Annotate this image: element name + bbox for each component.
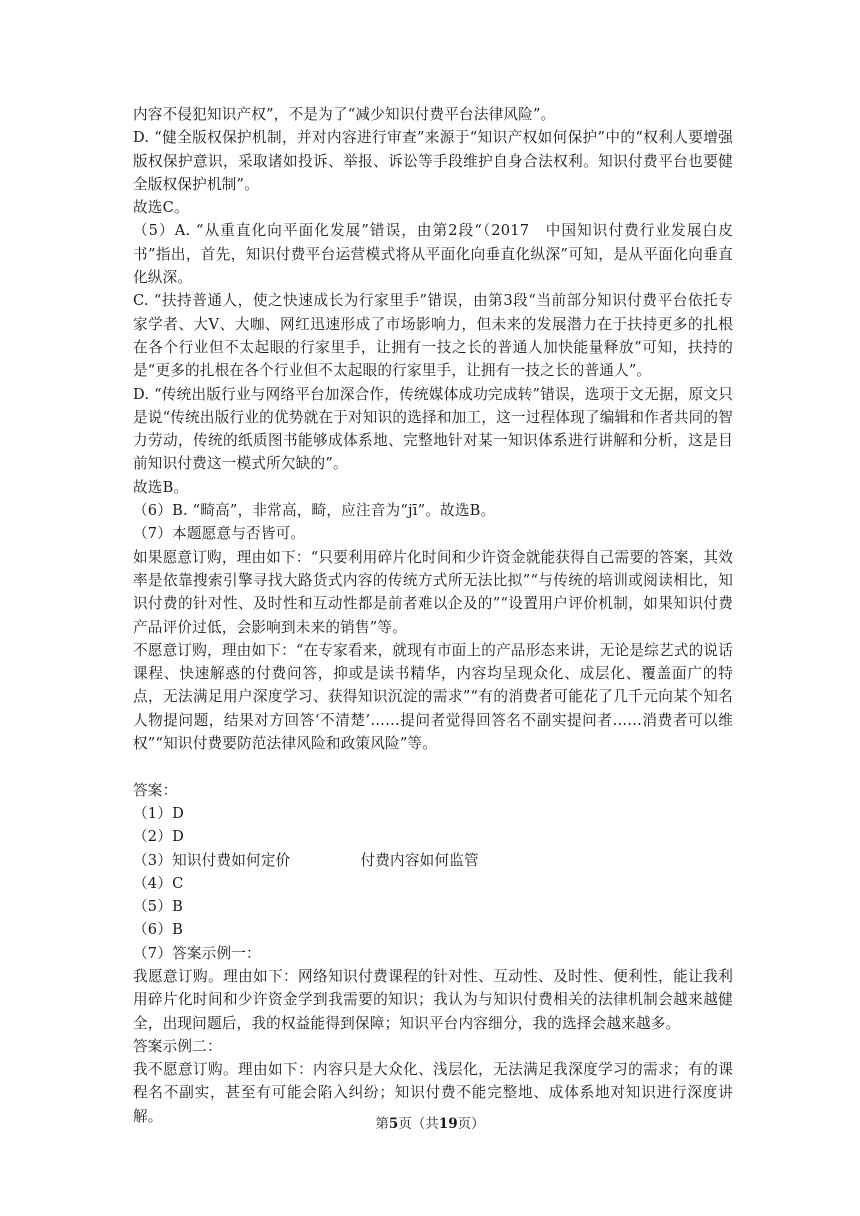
answer-example-2-label: 答案示例二： — [133, 1037, 222, 1055]
answer-6: （6）B — [133, 921, 183, 939]
paragraph: （6）B. “畸高”，非常高，畸，应注音为“jī”。故选B。 — [133, 502, 496, 520]
answer-example-2: 我不愿意订购。理由如下：内容只是大众化、浅层化，无法满足我深度学习的需求；有的课程名不副实，甚至有可能会陷入纠纷；知识付费不能完整地、成体系地对知识进行深度讲解。 — [133, 1061, 733, 1125]
footer-prefix: 第 — [375, 1116, 389, 1132]
paragraph: D. “健全版权保护机制，并对内容进行审查”来源于“知识产权如何保护”中的“权利人要增强版权保护意识，采取诸如投诉、举报、诉讼等手段维护自身合法权利。知识付费平台也要健全版权保护机制”。 — [133, 129, 733, 193]
footer-suffix: 页） — [457, 1116, 485, 1132]
paragraph: D. “传统出版行业与网络平台加深合作，传统媒体成功完成转”错误，选项于文无据，原文只是说“传统出版行业的优势就在于对知识的选择和加工，这一过程体现了编辑和作者共同的智力劳动，传统的纸质图书能够成体系地、完整地针对某一知识体系进行讲解和分析，这是目前知识付费这一模式所欠缺的”。 — [133, 385, 733, 473]
footer-total-pages: 19 — [438, 1116, 458, 1132]
answer-2: （2）D — [133, 828, 184, 846]
paragraph: C. “扶持普通人，使之快速成长为行家里手”错误，由第3段“当前部分知识付费平台依托专家学者、大V、大咖、网红迅速形成了市场影响力，但未来的发展潜力在于扶持更多的扎根在各个行业但不太起眼的行家里手，让拥有一技之长的普通人加快能量释放”可知，扶持的是“更多的扎根在各个行业但不太起眼的行家里手，让拥有一技之长的普通人”。 — [133, 292, 733, 380]
paragraph: 不愿意订购，理由如下：“在专家看来，就现有市面上的产品形态来讲，无论是综艺式的说话课程、快速解惑的付费问答，抑或是读书精华，内容均呈现众化、成层化、覆盖面广的特点，无法满足用户深度学习、获得知识沉淀的需求”“有的消费者可能花了几千元向某个知名人物提问题，结果对方回答‘不清楚’……提问者觉得回答名不副实提问者……消费者可以维权”“知识付费要防范法律风险和政策风险”等。 — [133, 641, 733, 753]
answer-heading: 答案： — [133, 781, 178, 799]
paragraph: （7）本题愿意与否皆可。 — [133, 525, 306, 543]
page-content — [133, 103, 733, 1128]
answer-3 — [133, 849, 733, 872]
answer-3-part-1: （3）知识付费如何定价 — [133, 851, 291, 869]
answer-5: （5）B — [133, 898, 183, 916]
page-footer — [0, 1112, 860, 1132]
footer-page-number: 5 — [388, 1116, 399, 1132]
answer-1: （1）D — [133, 804, 184, 822]
answer-example-1: 我愿意订购。理由如下：网络知识付费课程的针对性、互动性、及时性、便利性，能让我利用碎片化时间和少许资金学到我需要的知识；我认为与知识付费相关的法律机制会越来越健全，出现问题后，我的权益能得到保障；知识平台内容细分，我的选择会越来越多。 — [133, 967, 733, 1032]
paragraph: 故选B。 — [133, 478, 189, 496]
answer-3-part-2: 付费内容如何监管 — [360, 851, 479, 869]
paragraph: 内容不侵犯知识产权”，不是为了“减少知识付费平台法律风险”。 — [133, 106, 556, 123]
footer-middle: 页（共 — [398, 1116, 439, 1132]
blank-line — [133, 755, 733, 778]
answer-7: （7）答案示例一： — [133, 944, 261, 962]
paragraph: （5）A. “从重直化向平面化发展”错误，由第2段“（2017 中国知识付费行业发展白皮书”指出，首先，知识付费平台运营模式将从平面化向垂直化纵深”可知，是从平面化向垂直化纵深。 — [133, 222, 733, 287]
answer-4: （4）C — [133, 874, 184, 892]
paragraph: 如果愿意订购，理由如下：“只要利用碎片化时间和少许资金就能获得自己需要的答案，其效率是依靠搜索引擎寻找大路货式内容的传统方式所无法比拟”“与传统的培训或阅读相比，知识付费的针对性、及时性和互动性都是前者难以企及的”“设置用户评价机制，如果知识付费产品评价过低，会影响到未来的销售”等。 — [133, 548, 733, 636]
paragraph: 故选C。 — [133, 199, 189, 217]
